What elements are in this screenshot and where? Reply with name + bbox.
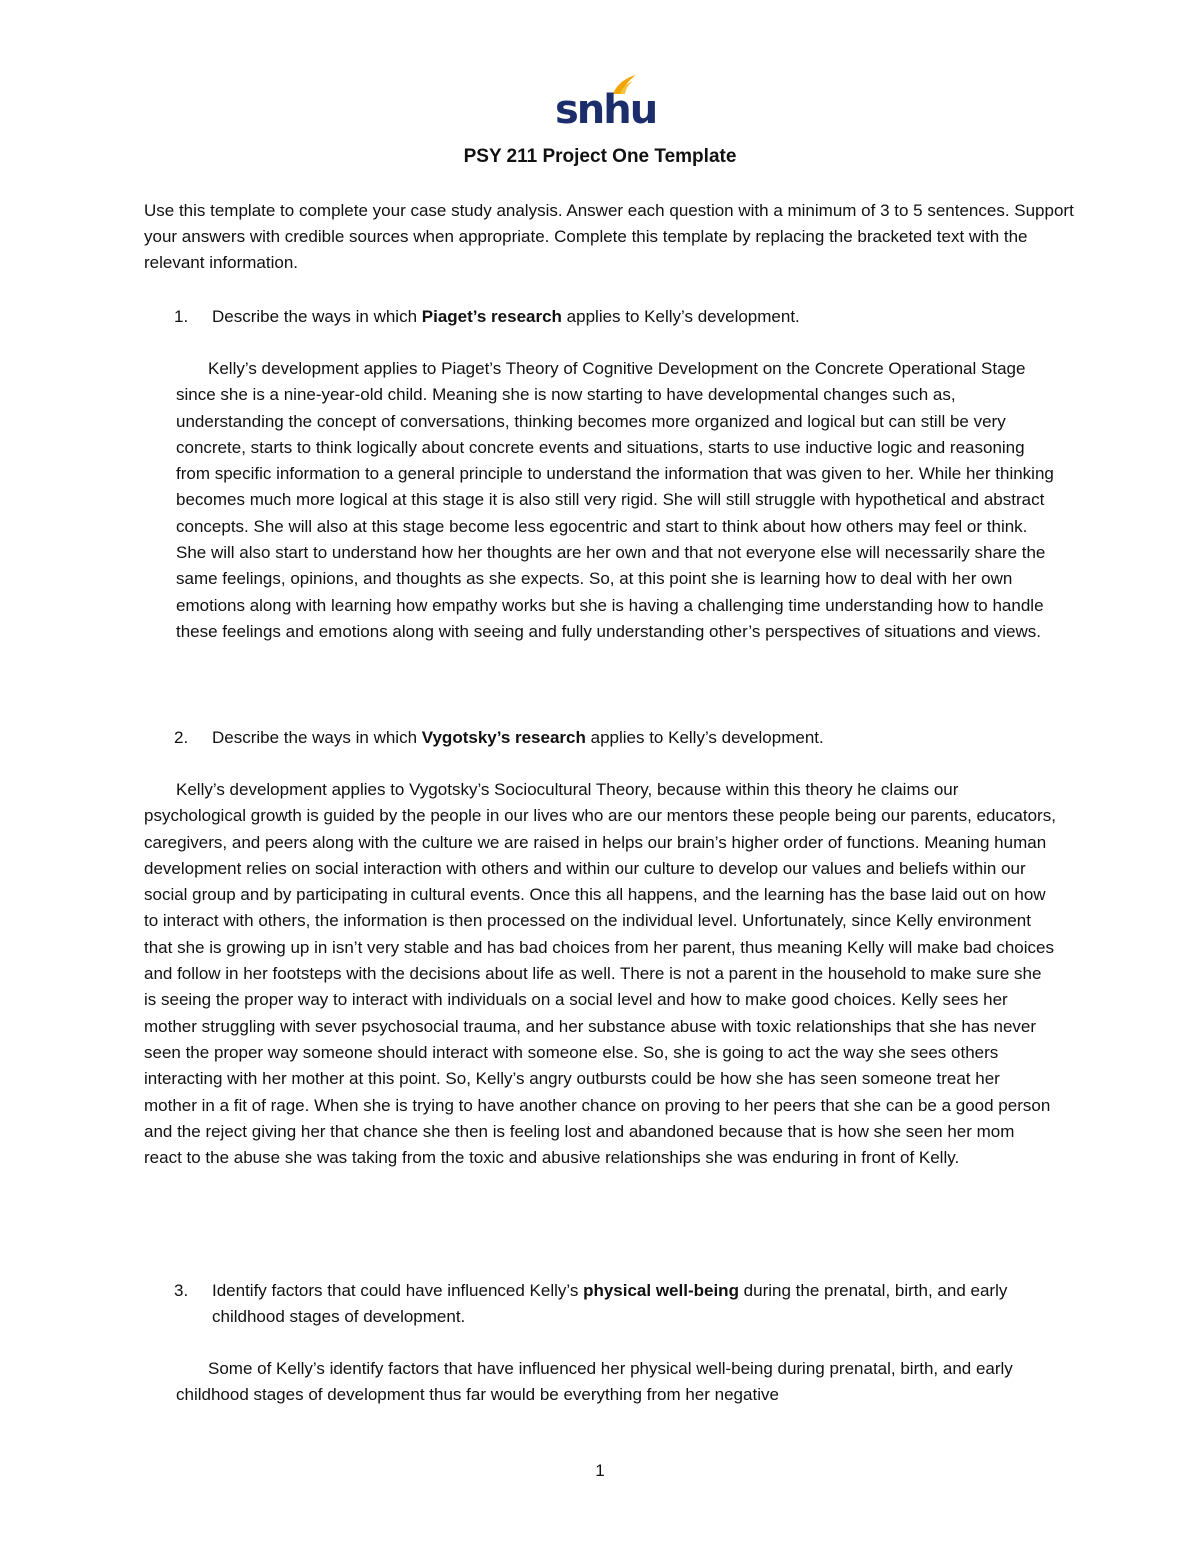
question-emphasis: Vygotsky’s research [421,728,586,747]
question-number: 2. [174,728,189,747]
answer-2 [144,777,1056,1171]
answer-1 [176,356,1056,645]
question-number: 3. [174,1281,189,1300]
question-text: Describe the ways in which Piaget’s research applies to Kelly’s development. [212,307,800,326]
question-number: 1. [174,307,189,326]
answer-text: Kelly’s development applies to Vygotsky’s Sociocultural Theory, because within this theory he claims our psychological growth is guided by the people in our lives who are our mentors these people being our parents, educators, caregivers, and peers along with the culture we are raised in helps our brain’s higher order of functions. Meaning human development relies on social interaction with others and within our culture to develop our values and beliefs within our social group and by participating in cultural events. Once this all happens, and the learning has the base laid out on how to interact with others, the information is then processed on the individual level. Unfortunately, since Kelly environment that she is growing up in isn’t very stable and has bad choices from her parent, thus meaning Kelly will make bad choices and follow in her footsteps with the decisions about life as well. There is not a parent in the household to make sure she is seeing the proper way to interact with individuals on a social level and how to make good choices. Kelly sees her mother struggling with sever psychosocial trauma, and her substance abuse with toxic relationships that she has never seen the proper way someone should interact with someone else. So, she is going to act the way she sees others interacting with her mother at this point. So, Kelly’s angry outbursts could be how she has seen someone treat her mother in a fit of rage. When she is trying to have another chance on proving to her peers that she can be a good person and the reject giving her that chance she then is feeling lost and abandoned because that is how she seen her mom react to the abuse she was taking from the toxic and abusive relationships she was enduring in front of Kelly. [144,780,1056,1168]
snhu-logo [555,74,657,134]
question-text: Identify factors that could have influenced Kelly’s physical well-being during the prenatal, birth, and early childhood stages of development. [212,1281,1008,1326]
document-title: PSY 211 Project One Template [463,146,737,167]
intro-paragraph: Use this template to complete your case study analysis. Answer each question with a minimum of 3 to 5 sentences. Support your answers with credible sources when appropriate. Complete this template by replacing the bracketed text with the relevant information. [144,201,1074,272]
page-number: 1 [595,1461,605,1480]
question-emphasis: Piaget’s research [421,307,562,326]
answer-text: Kelly’s development applies to Piaget’s Theory of Cognitive Development on the Concrete Operational Stage since she is a nine-year-old child. Meaning she is now starting to have developmental changes such as, understanding the concept of conversations, thinking becomes more organized and logical but can still be very concrete, starts to think logically about concrete events and situations, starts to use inductive logic and reasoning from specific information to a general principle to understand the information that was given to her. While her thinking becomes much more logical at this stage it is also still very rigid. She will still struggle with hypothetical and abstract concepts. She will also at this stage become less egocentric and start to think about how others may feel or think. She will also start to understand how her thoughts are her own and that not everyone else will necessarily share the same feelings, opinions, and thoughts as she expects. So, at this point she is learning how to deal with her own emotions along with learning how empathy works but she is having a challenging time understanding how to handle these feelings and emotions along with seeing and fully understanding other’s perspectives of situations and views. [176,359,1054,641]
question-emphasis: physical well-being [583,1281,739,1300]
logo-wordmark: snhu [555,87,657,133]
answer-text: Some of Kelly’s identify factors that have influenced her physical well-being during prenatal, birth, and early childhood stages of development thus far would be everything from her negative [176,1359,1013,1405]
question-text: Describe the ways in which Vygotsky’s research applies to Kelly’s development. [212,728,824,747]
answer-3 [176,1356,1056,1409]
